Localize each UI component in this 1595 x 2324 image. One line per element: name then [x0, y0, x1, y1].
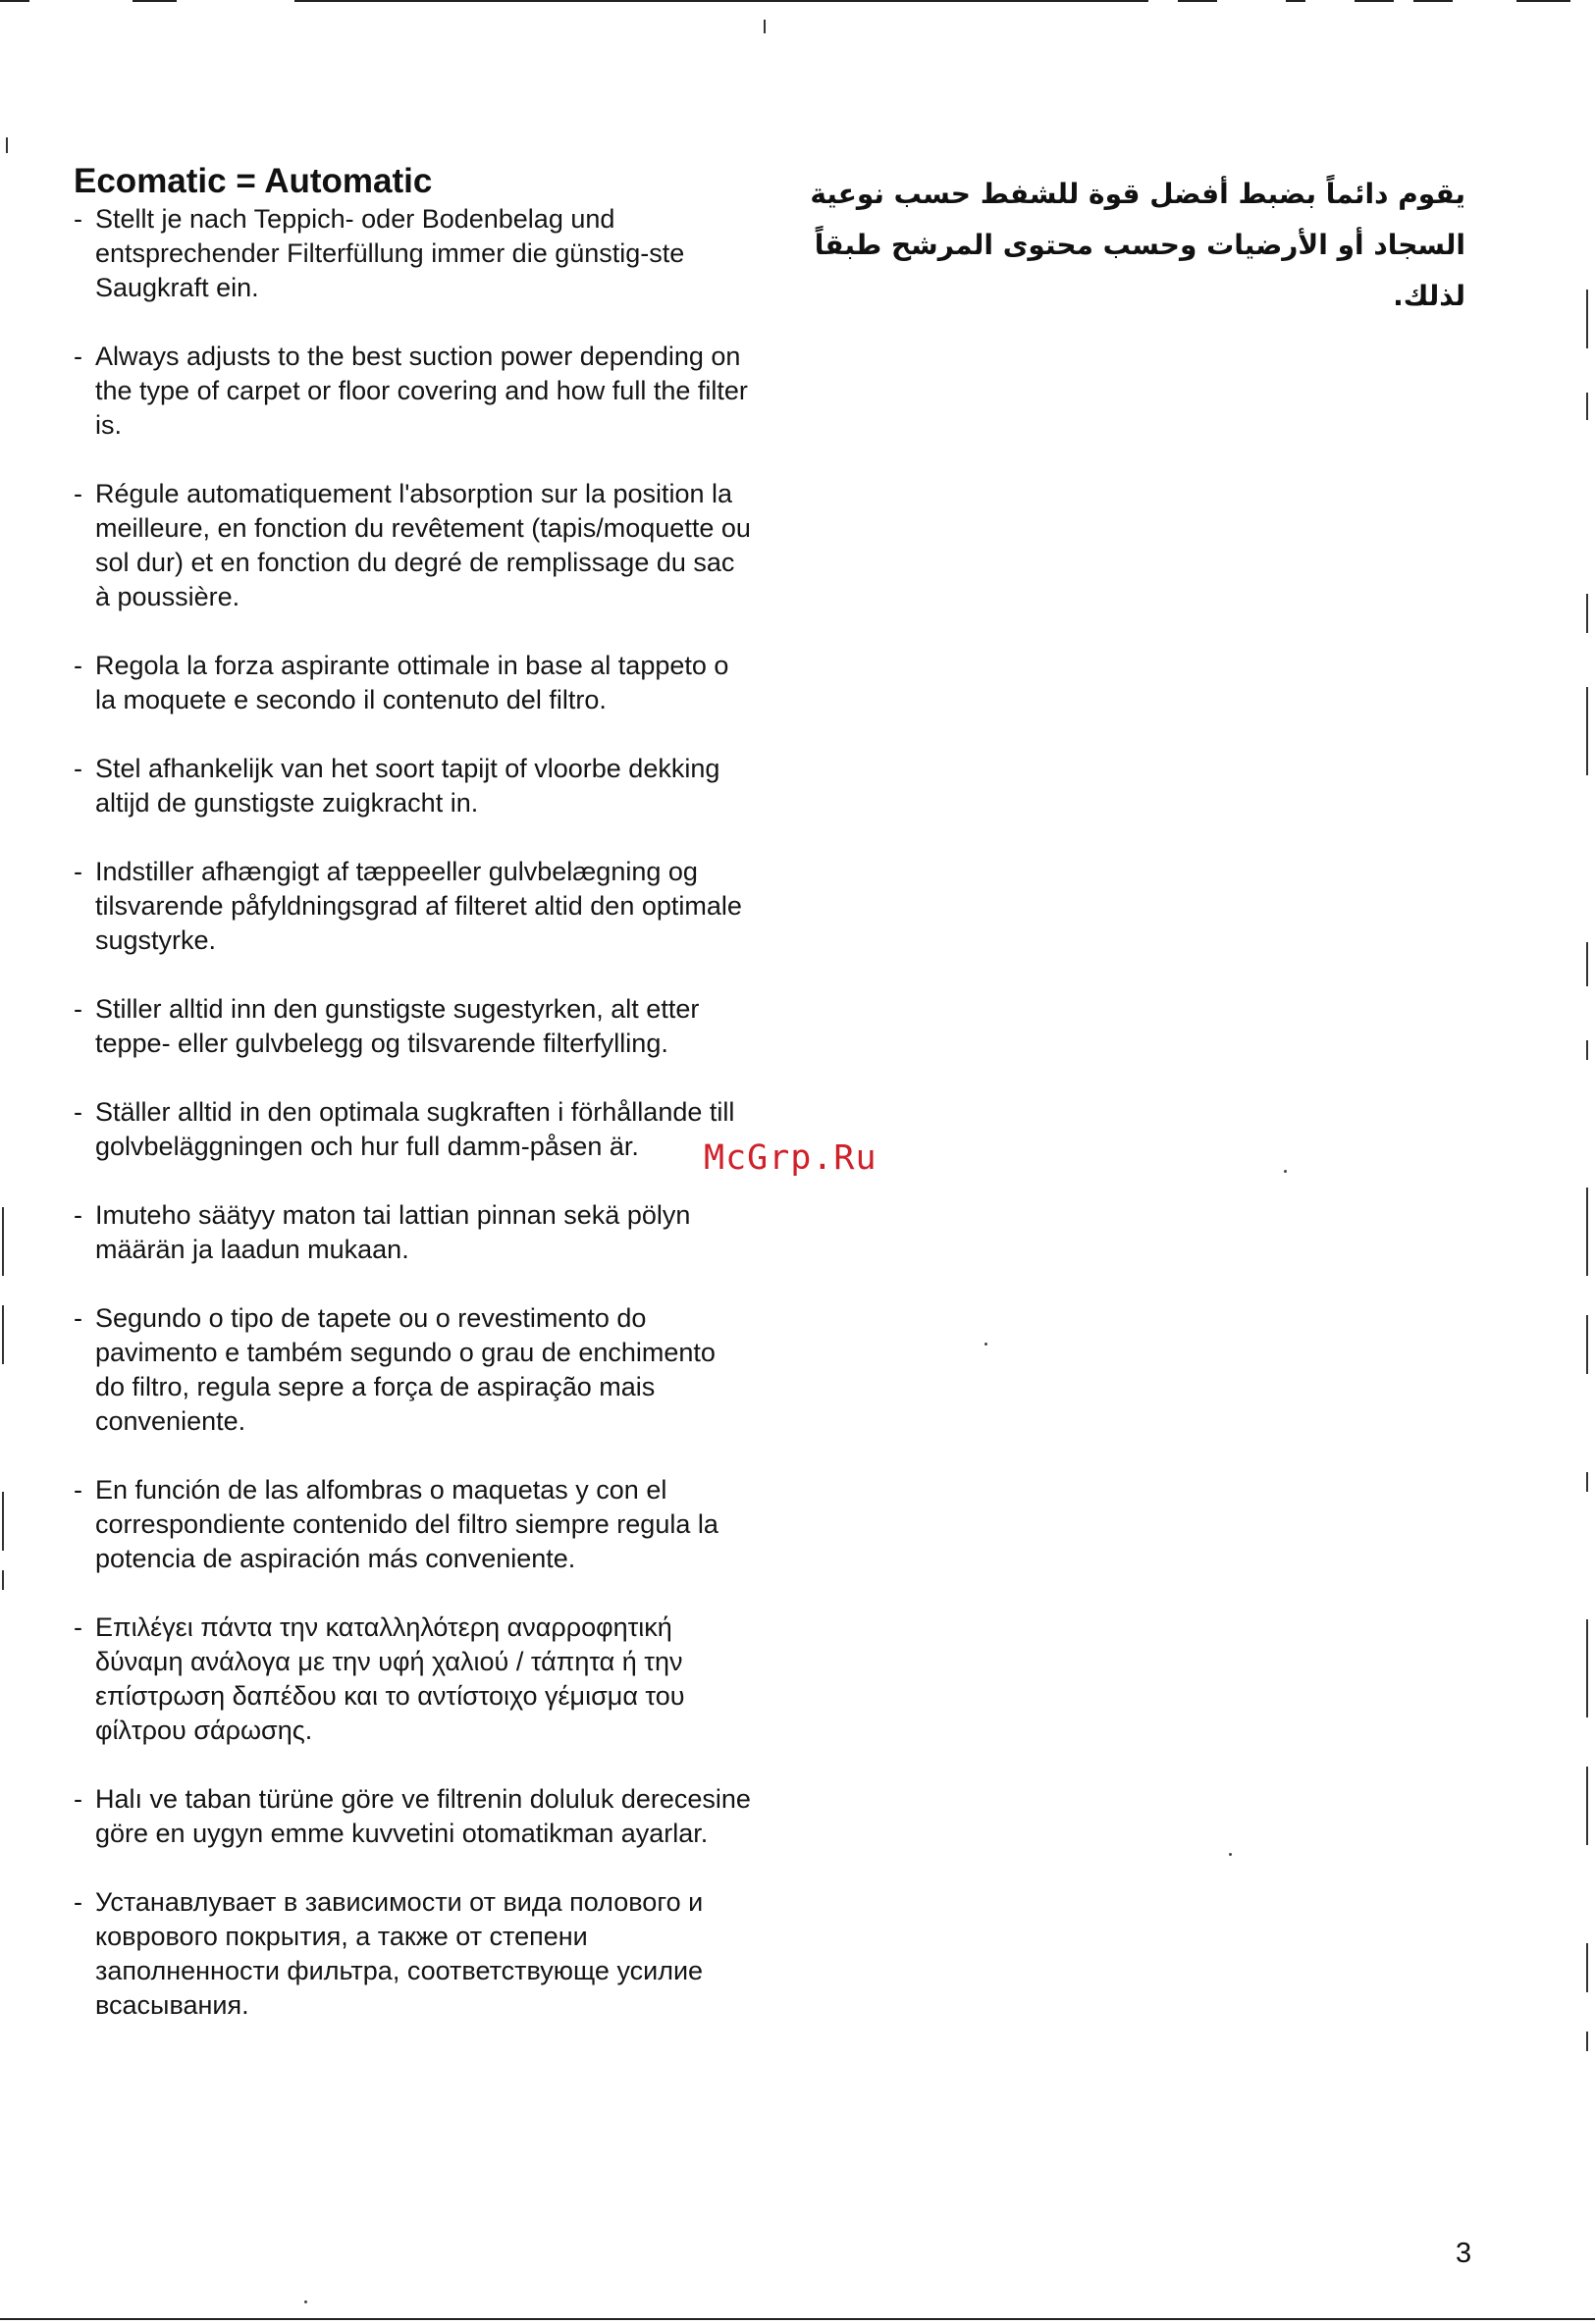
scan-edge-mark	[6, 137, 8, 153]
entry-swedish: - Ställer alltid in den optimala sugkraften i förhållande till golvbeläggningen och hur full damm-påsen är.	[74, 1097, 735, 1161]
scan-edge-line	[1178, 0, 1217, 2]
entry-italian: - Regola la forza aspirante ottimale in base al tappeto o la moquete e secondo il contenuto del filtro.	[74, 651, 729, 714]
scan-edge-mark	[1586, 290, 1588, 348]
scan-edge-mark	[2, 1570, 4, 1590]
scan-speck	[304, 2300, 307, 2303]
scan-edge-mark	[1586, 1943, 1588, 1992]
scan-edge-mark	[1586, 1040, 1588, 1060]
scan-speck	[984, 1343, 987, 1346]
entry-greek: - Επιλέγει πάντα την καταλληλότερη αναρροφητική δύναμη ανάλογα με την υφή χαλιού / τάπητα ή την επίστρωση δαπέδου και το αντίστοιχο γέμισμα του φίλτρου σάρωσης.	[74, 1612, 685, 1745]
entry-dutch: - Stel afhankelijk van het soort tapijt of vloorbe dekking altijd de gunstigste zuigkracht in.	[74, 754, 720, 818]
section-title: Ecomatic = Automatic	[74, 162, 433, 200]
entry-portuguese: - Segundo o tipo de tapete ou o revestimento do pavimento e também segundo o grau de enchimento do filtro, regula sepre a força de aspiração mais conveniente.	[74, 1303, 716, 1436]
scan-edge-mark	[1586, 1472, 1588, 1492]
entry-english: - Always adjusts to the best suction power depending on the type of carpet or floor covering and how full the filter is.	[74, 342, 748, 440]
multilingual-text-column	[74, 163, 751, 2057]
scan-edge-mark	[2, 1305, 4, 1364]
entry-french: - Régule automatiquement l'absorption sur la position la meilleure, en fonction du revêtement (tapis/moquette ou sol dur) et en fonction du degré de remplissage du sac à poussière.	[74, 479, 751, 611]
entry-arabic: يقوم دائماً بضبط أفضل قوة للشفط حسب نوعية السجاد أو الأرضيات وحسب محتوى المرشح طبقاً لذلك.	[810, 178, 1465, 312]
page-number: 3	[1456, 2238, 1472, 2269]
scan-edge-mark	[1586, 942, 1588, 986]
entry-finnish: - Imuteho säätyy maton tai lattian pinnan sekä pölyn määrän ja laadun mukaan.	[74, 1200, 691, 1264]
scan-edge-line	[1413, 0, 1453, 2]
scan-edge-line	[294, 0, 1148, 2]
scan-edge-mark	[1586, 1315, 1588, 1374]
scan-speck	[1229, 1853, 1232, 1856]
entry-turkish: - Halı ve taban türüne göre ve filtrenin doluluk derecesine göre en uygyn emme kuvvetini otomatikman ayarlar.	[74, 1784, 751, 1848]
scan-edge-mark	[1586, 1188, 1588, 1276]
scan-edge-mark	[1586, 594, 1588, 633]
scan-edge-line	[1286, 0, 1305, 2]
entry-russian: - Устанавлувает в зависимости от вида полового и коврового покрытия, а также от степени заполненности фильтра, соответствующе усилие всасывания.	[74, 1887, 704, 2020]
scan-edge-line	[133, 0, 177, 2]
entry-danish: - Indstiller afhængigt af tæppeeller gulvbelægning og tilsvarende påfyldningsgrad af filteret altid den optimale sugstyrke.	[74, 857, 742, 955]
watermark-text: McGrp.Ru	[704, 1138, 877, 1178]
scan-edge-line	[1355, 0, 1394, 2]
scan-edge-mark	[764, 20, 766, 33]
scan-edge-mark	[2, 1207, 4, 1276]
scan-edge-line	[0, 2318, 1595, 2320]
scan-edge-mark	[2, 1492, 4, 1551]
scan-edge-mark	[1586, 2032, 1588, 2051]
scan-edge-mark	[1586, 687, 1588, 775]
entry-german: - Stellt je nach Teppich- oder Bodenbelag und entsprechender Filterfüllung immer die günstig-ste Saugkraft ein.	[74, 204, 685, 302]
entry-spanish: - En función de las alfombras o maquetas y con el correspondiente contenido del filtro siempre regula la potencia de aspiración más conveniente.	[74, 1475, 718, 1573]
scan-edge-mark	[1586, 1619, 1588, 1717]
entry-norwegian: - Stiller alltid inn den gunstigste sugestyrken, alt etter teppe- eller gulvbelegg og tilsvarende filterfylling.	[74, 994, 700, 1058]
scan-edge-mark	[1586, 1767, 1588, 1845]
scan-edge-line	[0, 0, 29, 2]
scan-edge-mark	[1586, 393, 1588, 420]
scan-edge-line	[1516, 0, 1570, 2]
scan-speck	[1284, 1170, 1287, 1173]
